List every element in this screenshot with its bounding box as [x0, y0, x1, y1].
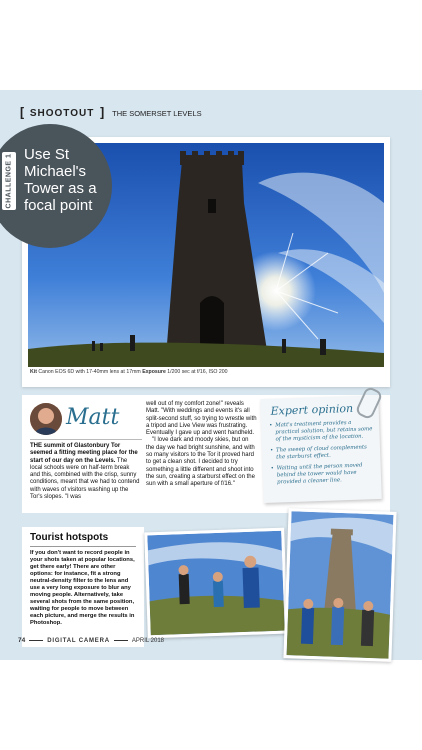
article-paragraph-1: well out of my comfort zone!" reveals Matt. "With weddings and events it's all split-second stuff, so trying to wrestle with a tripod and Live View was frustrating. Eventually I gave up and went handheld. [146, 401, 257, 437]
expert-point: • The sweep of cloud complements the starburst effect. [270, 444, 374, 462]
header-subtitle: THE SOMERSET LEVELS [112, 108, 202, 118]
section-header [18, 106, 202, 120]
expert-point: • Matt's treatment provides a practical solution, but retains some of the mysticism of the location. [269, 419, 374, 444]
divider [30, 439, 142, 440]
article-column-2 [146, 401, 258, 489]
magazine-name: DIGITAL CAMERA [47, 637, 110, 644]
divider [30, 546, 136, 547]
expert-opinion-title: Expert opinion [270, 401, 354, 418]
footer-dash [29, 640, 43, 641]
bracket-close: ] [98, 105, 107, 121]
photographers-photo [144, 528, 288, 639]
bracket-open: [ [18, 105, 26, 121]
page-footer [18, 637, 164, 644]
article-lead: THE summit of Glastonbury Tor seemed a fitting meeting place for the start of our day on the Levels. [30, 443, 138, 464]
expert-opinion-list [269, 419, 375, 491]
photo-caption: Kit Canon EOS 6D with 17-40mm lens at 17mm Exposure 1/200 sec at f/16, ISO 200 [30, 369, 228, 375]
photographers-illustration [147, 531, 284, 636]
footer-dash [114, 640, 128, 641]
tourist-hotspots-box [22, 527, 144, 647]
matt-avatar [30, 403, 62, 435]
article-column-1 [30, 443, 140, 501]
header-tag: SHOOTOUT [29, 107, 95, 119]
challenge-label-box [2, 152, 16, 210]
tourist-title: Tourist hotspots [30, 532, 109, 543]
expert-point: • Waiting until the person moved behind the tower would have provided a cleaner line. [271, 462, 376, 487]
challenge-title: Use St Michael's Tower as a focal point [24, 146, 97, 214]
avatar-illustration [30, 403, 62, 435]
issue-date: APRIL 2018 [131, 637, 165, 644]
page-number: 74 [18, 637, 26, 644]
tower-group-photo [283, 508, 396, 662]
tourist-text: If you don't want to record people in your shots taken at popular locations, get there early! There are other options: for instance, fit a strong neutral-density filter to the lens and use a very long exposure to blur any moving people. Alternatively, take several shots from the same position, waiting for people to move between each picture, and merge the results in Photoshop. [30, 550, 135, 626]
article-paragraph-2: "I love dark and moody skies, but on the day we had bright sunshine, and with so many visitors to the Tor it proved hard to get a clean shot. I decided to try something a little different and shoot into the sun, creating a starburst effect on the sun with a small aperture of f/16." [146, 437, 255, 488]
tower-group-illustration [287, 511, 394, 658]
article-text-1: The local schools were on half-term break and this, combined with the crisp, sunny conditions, meant that we had to contend with waves of visitors washing up the Tor's slopes. "I was [30, 457, 140, 501]
challenge-label: CHALLENGE 1 [5, 153, 13, 209]
photographer-name: Matt [66, 405, 120, 430]
